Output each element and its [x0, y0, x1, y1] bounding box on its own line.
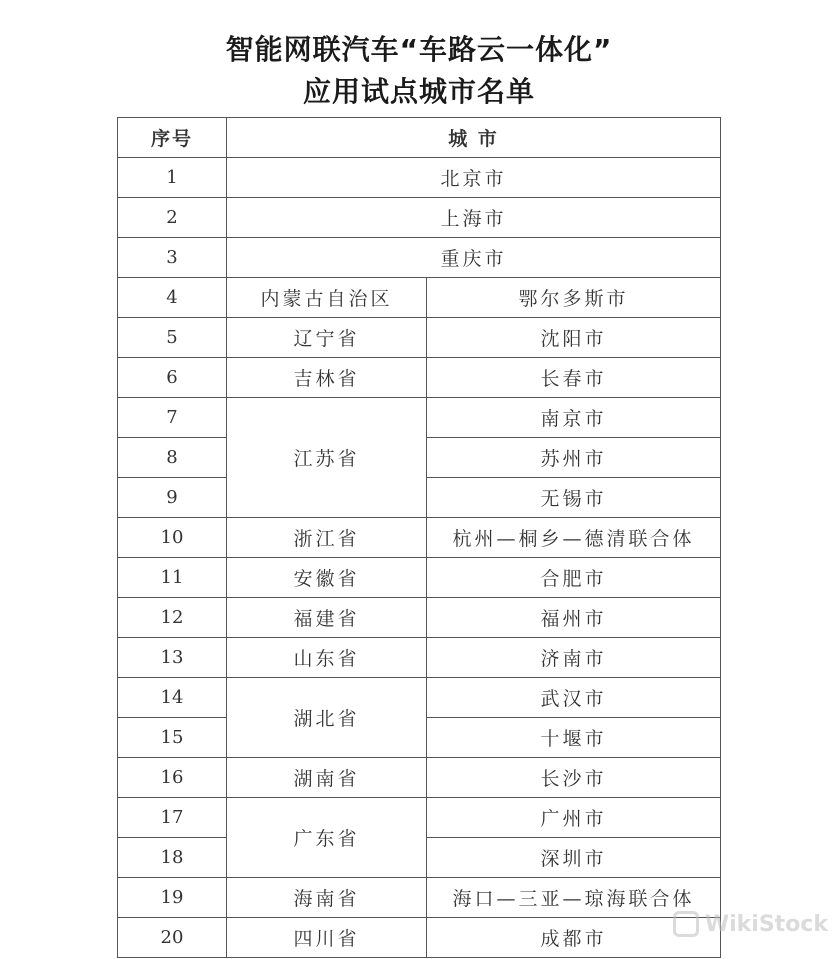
row-number: 8: [118, 438, 227, 478]
row-number: 9: [118, 478, 227, 518]
city-cell: 广州市: [427, 798, 721, 838]
province-cell: 福建省: [227, 598, 427, 638]
province-cell: 湖南省: [227, 758, 427, 798]
city-cell: 沈阳市: [427, 318, 721, 358]
province-cell: 吉林省: [227, 358, 427, 398]
city-cell: 武汉市: [427, 678, 721, 718]
row-number: 3: [118, 238, 227, 278]
table-row: [118, 278, 721, 318]
city-cell: 济南市: [427, 638, 721, 678]
header-seq: 序号: [118, 118, 227, 158]
row-number: 2: [118, 198, 227, 238]
table-row: [118, 678, 721, 718]
city-cell: 苏州市: [427, 438, 721, 478]
pilot-city-table: [117, 117, 721, 958]
row-number: 4: [118, 278, 227, 318]
row-number: 6: [118, 358, 227, 398]
row-number: 7: [118, 398, 227, 438]
row-number: 15: [118, 718, 227, 758]
city-cell: 十堰市: [427, 718, 721, 758]
row-number: 17: [118, 798, 227, 838]
header-city: 城 市: [227, 118, 721, 158]
province-cell: 山东省: [227, 638, 427, 678]
table-row: [118, 558, 721, 598]
watermark-text: WikiStock: [704, 911, 828, 937]
city-cell: 南京市: [427, 398, 721, 438]
city-cell: 重庆市: [227, 238, 721, 278]
table-row: [118, 318, 721, 358]
province-cell: 安徽省: [227, 558, 427, 598]
row-number: 18: [118, 838, 227, 878]
city-cell: 深圳市: [427, 838, 721, 878]
table-row: [118, 518, 721, 558]
row-number: 20: [118, 918, 227, 958]
row-number: 13: [118, 638, 227, 678]
row-number: 16: [118, 758, 227, 798]
city-cell: 杭州—桐乡—德清联合体: [427, 518, 721, 558]
title-line-2: 应用试点城市名单: [302, 75, 535, 108]
city-cell: 成都市: [427, 918, 721, 958]
province-cell: 浙江省: [227, 518, 427, 558]
province-cell: 广东省: [227, 798, 427, 878]
row-number: 11: [118, 558, 227, 598]
table-row: [118, 638, 721, 678]
province-cell: 湖北省: [227, 678, 427, 758]
table-row: [118, 238, 721, 278]
table-row: [118, 798, 721, 838]
city-cell: 海口—三亚—琼海联合体: [427, 878, 721, 918]
row-number: 19: [118, 878, 227, 918]
table-row: [118, 198, 721, 238]
city-cell: 上海市: [227, 198, 721, 238]
table-row: [118, 878, 721, 918]
city-cell: 福州市: [427, 598, 721, 638]
province-cell: 江苏省: [227, 398, 427, 518]
row-number: 14: [118, 678, 227, 718]
province-cell: 海南省: [227, 878, 427, 918]
wikistock-logo-icon: [673, 911, 699, 937]
province-cell: 内蒙古自治区: [227, 278, 427, 318]
city-cell: 长春市: [427, 358, 721, 398]
row-number: 5: [118, 318, 227, 358]
city-cell: 长沙市: [427, 758, 721, 798]
province-cell: 辽宁省: [227, 318, 427, 358]
table-row: [118, 598, 721, 638]
table-row: [118, 358, 721, 398]
city-cell: 合肥市: [427, 558, 721, 598]
table-row: [118, 758, 721, 798]
row-number: 12: [118, 598, 227, 638]
city-cell: 鄂尔多斯市: [427, 278, 721, 318]
watermark: [673, 911, 828, 937]
table-row: [118, 398, 721, 438]
table-header-row: [118, 118, 721, 158]
table-row: [118, 158, 721, 198]
row-number: 10: [118, 518, 227, 558]
city-cell: 无锡市: [427, 478, 721, 518]
city-cell: 北京市: [227, 158, 721, 198]
title-line-1: 智能网联汽车“车路云一体化”: [225, 33, 613, 66]
table-row: [118, 918, 721, 958]
province-cell: 四川省: [227, 918, 427, 958]
row-number: 1: [118, 158, 227, 198]
